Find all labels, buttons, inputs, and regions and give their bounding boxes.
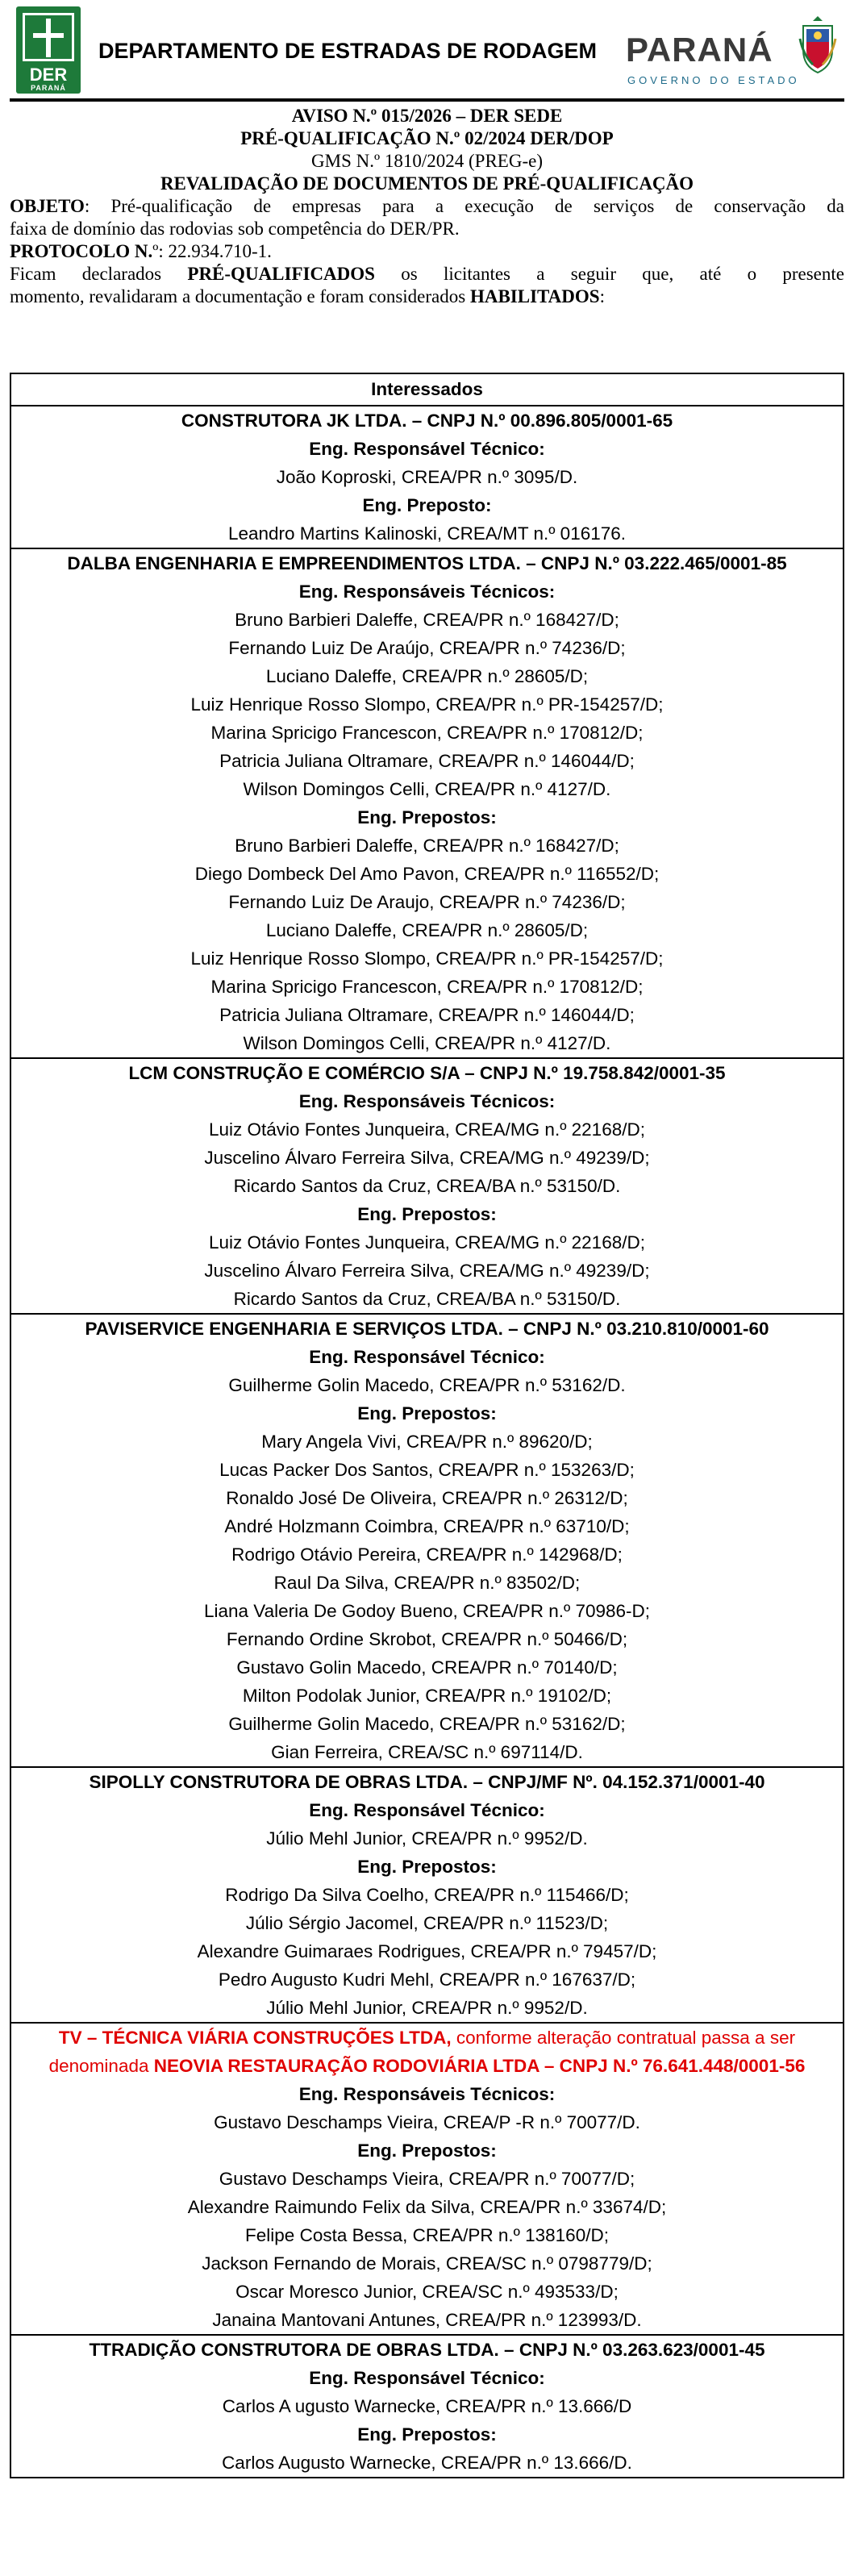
- preposto-item: Júlio Sérgio Jacomel, CREA/PR n.º 11523/D;: [245, 1913, 609, 1933]
- pre-qualificacao-title: PRÉ-QUALIFICAÇÃO N.º 02/2024 DER/DOP: [240, 128, 614, 148]
- preposto-item: Ronaldo José De Oliveira, CREA/PR n.º 26312/D;: [226, 1488, 628, 1508]
- company-section-tv-neovia: [11, 2024, 843, 2336]
- preposto-item: Fernando Luiz De Araujo, CREA/PR n.º 74236/D;: [228, 892, 626, 912]
- ficam-text-1b: os licitantes a seguir que, até o presente: [374, 264, 844, 284]
- preposto-item: Patricia Juliana Oltramare, CREA/PR n.º 146044/D;: [219, 1005, 635, 1025]
- preposto-item: Rodrigo Da Silva Coelho, CREA/PR n.º 115466/D;: [225, 1885, 629, 1905]
- gms-line: GMS N.º 1810/2024 (PREG-e): [311, 151, 543, 171]
- preposto-item: Oscar Moresco Junior, CREA/SC n.º 493533/D;: [235, 2282, 619, 2302]
- preposto-heading: Eng. Prepostos:: [357, 1204, 497, 1224]
- company-name: LCM CONSTRUÇÃO E COMÉRCIO S/A – CNPJ N.º 19.758.842/0001-35: [128, 1063, 726, 1083]
- preposto-item: Luiz Otávio Fontes Junqueira, CREA/MG n.º 22168/D;: [209, 1232, 645, 1253]
- table-header: Interessados: [11, 374, 843, 406]
- tecnico-item: Patricia Juliana Oltramare, CREA/PR n.º 146044/D;: [219, 751, 635, 771]
- preposto-item: Luciano Daleffe, CREA/PR n.º 28605/D;: [265, 920, 589, 940]
- preposto-item: Gian Ferreira, CREA/SC n.º 697114/D.: [271, 1742, 583, 1762]
- company-name: DALBA ENGENHARIA E EMPREENDIMENTOS LTDA. – CNPJ N.º 03.222.465/0001-85: [67, 553, 787, 573]
- preposto-item: Lucas Packer Dos Santos, CREA/PR n.º 153263/D;: [219, 1460, 635, 1480]
- tecnico-item: Juscelino Álvaro Ferreira Silva, CREA/MG n.º 49239/D;: [204, 1148, 650, 1168]
- tecnico-heading: Eng. Responsável Técnico:: [309, 2368, 545, 2388]
- page-header: [0, 0, 854, 98]
- tecnico-item: Ricardo Santos da Cruz, CREA/BA n.º 53150/D.: [233, 1176, 621, 1196]
- company-name-bold-1: TV – TÉCNICA VIÁRIA CONSTRUÇÕES LTDA,: [58, 2028, 452, 2048]
- preposto-item: Júlio Mehl Junior, CREA/PR n.º 9952/D.: [266, 1998, 588, 2018]
- preposto-item: Alexandre Raimundo Felix da Silva, CREA/PR n.º 33674/D;: [187, 2197, 667, 2217]
- tecnico-heading: Eng. Responsável Técnico:: [309, 439, 545, 459]
- der-logo-bar-vertical: [46, 19, 51, 57]
- company-name: TTRADIÇÃO CONSTRUTORA DE OBRAS LTDA. – CNPJ N.º 03.263.623/0001-45: [89, 2340, 765, 2360]
- preposto-item: Jackson Fernando de Morais, CREA/SC n.º 0798779/D;: [202, 2253, 652, 2274]
- preposto-item: Rodrigo Otávio Pereira, CREA/PR n.º 142968/D;: [231, 1544, 623, 1565]
- interessados-table: [10, 373, 844, 2478]
- tecnico-item: Luiz Henrique Rosso Slompo, CREA/PR n.º PR-154257/D;: [190, 694, 664, 715]
- preposto-item: Guilherme Golin Macedo, CREA/PR n.º 53162/D;: [228, 1714, 626, 1734]
- notice-intro: [10, 105, 844, 308]
- company-name: PAVISERVICE ENGENHARIA E SERVIÇOS LTDA. – CNPJ N.º 03.210.810/0001-60: [85, 1319, 769, 1339]
- tecnico-item: Luciano Daleffe, CREA/PR n.º 28605/D;: [265, 666, 589, 686]
- company-section-jk: [11, 406, 843, 549]
- preposto-heading: Eng. Prepostos:: [357, 1857, 497, 1877]
- preposto-item: Fernando Ordine Skrobot, CREA/PR n.º 50466/D;: [226, 1629, 628, 1649]
- preposto-heading: Eng. Prepostos:: [357, 2140, 497, 2161]
- company-name-note: conforme alteração contratual passa a ser denominada: [48, 2028, 796, 2076]
- der-logo-subtext: PARANÁ: [31, 84, 66, 92]
- protocolo-line: [10, 240, 844, 263]
- tecnico-item: Marina Spricigo Francescon, CREA/PR n.º 170812/D;: [210, 723, 644, 743]
- company-name-bold-2: NEOVIA RESTAURAÇÃO RODOVIÁRIA LTDA – CNPJ N.º 76.641.448/0001-56: [153, 2056, 806, 2076]
- preposto-item: Mary Angela Vivi, CREA/PR n.º 89620/D;: [261, 1432, 593, 1452]
- company-name: SIPOLLY CONSTRUTORA DE OBRAS LTDA. – CNPJ/MF Nº. 04.152.371/0001-40: [89, 1772, 765, 1792]
- der-logo-text: DER: [29, 65, 68, 85]
- company-section-lcm: [11, 1059, 843, 1315]
- der-logo-bar-horizontal: [33, 33, 64, 38]
- preposto-item: Carlos Augusto Warnecke, CREA/PR n.º 13.666/D.: [222, 2453, 632, 2473]
- aviso-title: AVISO N.º 015/2026 – DER SEDE: [291, 106, 563, 126]
- tecnico-heading: Eng. Responsável Técnico:: [309, 1347, 545, 1367]
- parana-wordmark: PARANÁ: [626, 31, 773, 69]
- header-divider: [10, 98, 844, 102]
- preposto-heading: Eng. Prepostos:: [357, 807, 497, 827]
- tecnico-item: Bruno Barbieri Daleffe, CREA/PR n.º 168427/D;: [235, 610, 619, 630]
- objeto-text-1: : Pré-qualificação de empresas para a execução de serviços de conservação da: [84, 196, 844, 216]
- tecnico-item: Wilson Domingos Celli, CREA/PR n.º 4127/D.: [243, 779, 611, 799]
- preposto-heading: Eng. Prepostos:: [357, 2424, 497, 2445]
- preposto-item: Juscelino Álvaro Ferreira Silva, CREA/MG n.º 49239/D;: [204, 1261, 650, 1281]
- preposto-item: Bruno Barbieri Daleffe, CREA/PR n.º 168427/D;: [235, 836, 619, 856]
- tecnico-item: Carlos A ugusto Warnecke, CREA/PR n.º 13.666/D: [222, 2396, 632, 2416]
- tecnico-item: Júlio Mehl Junior, CREA/PR n.º 9952/D.: [266, 1828, 588, 1849]
- tecnico-heading: Eng. Responsáveis Técnicos:: [298, 1091, 556, 1111]
- preposto-item: André Holzmann Coimbra, CREA/PR n.º 63710/D;: [224, 1516, 630, 1536]
- preposto-item: Pedro Augusto Kudri Mehl, CREA/PR n.º 167637/D;: [218, 1970, 636, 1990]
- der-logo-frame: [23, 13, 74, 61]
- preposto-item: Gustavo Deschamps Vieira, CREA/PR n.º 70077/D;: [219, 2169, 635, 2189]
- ficam-bold-2: HABILITADOS: [469, 286, 600, 306]
- der-logo: [16, 6, 81, 94]
- company-name: [19, 2024, 835, 2080]
- preposto-item: Alexandre Guimaraes Rodrigues, CREA/PR n.º 79457/D;: [197, 1941, 657, 1961]
- preposto-item: Raul Da Silva, CREA/PR n.º 83502/D;: [273, 1573, 581, 1593]
- revalidacao-title: REVALIDAÇÃO DE DOCUMENTOS DE PRÉ-QUALIFICAÇÃO: [160, 173, 694, 194]
- preposto-item: Ricardo Santos da Cruz, CREA/BA n.º 53150/D.: [233, 1289, 621, 1309]
- objeto-line-1: [10, 195, 844, 218]
- tecnico-heading: Eng. Responsáveis Técnicos:: [298, 2084, 556, 2104]
- ficam-text-2a: momento, revalidaram a documentação e foram considerados: [10, 286, 470, 306]
- ficam-bold-1: PRÉ-QUALIFICADOS: [187, 264, 375, 284]
- protocolo-label: PROTOCOLO N.: [10, 241, 153, 261]
- preposto-item: Wilson Domingos Celli, CREA/PR n.º 4127/D.: [243, 1033, 611, 1053]
- preposto-item: Diego Dombeck Del Amo Pavon, CREA/PR n.º 116552/D;: [194, 864, 660, 884]
- company-section-paviservice: [11, 1315, 843, 1768]
- preposto-item: Liana Valeria De Godoy Bueno, CREA/PR n.º 70986-D;: [203, 1601, 651, 1621]
- tecnico-heading: Eng. Responsável Técnico:: [309, 1800, 545, 1820]
- parana-logo: [626, 24, 807, 89]
- preposto-item: Milton Podolak Junior, CREA/PR n.º 19102/D;: [242, 1686, 612, 1706]
- tecnico-item: Luiz Otávio Fontes Junqueira, CREA/MG n.º 22168/D;: [209, 1119, 645, 1140]
- company-section-ttradicao: [11, 2336, 843, 2477]
- objeto-label: OBJETO: [10, 196, 85, 216]
- tecnico-item: Gustavo Deschamps Vieira, CREA/P -R n.º 70077/D.: [214, 2112, 640, 2132]
- company-name: CONSTRUTORA JK LTDA. – CNPJ N.º 00.896.805/0001-65: [181, 411, 673, 431]
- ficam-text-1a: Ficam declarados: [10, 264, 188, 284]
- ficam-line-1: [10, 263, 844, 286]
- company-section-sipolly: [11, 1768, 843, 2024]
- preposto-item: Felipe Costa Bessa, CREA/PR n.º 138160/D;: [245, 2225, 609, 2245]
- preposto-item: Gustavo Golin Macedo, CREA/PR n.º 70140/D;: [236, 1657, 618, 1678]
- tecnico-item: Guilherme Golin Macedo, CREA/PR n.º 53162/D.: [228, 1375, 626, 1395]
- tecnico-item: Fernando Luiz De Araújo, CREA/PR n.º 74236/D;: [228, 638, 626, 658]
- tecnico-item: João Koproski, CREA/PR n.º 3095/D.: [276, 467, 578, 487]
- preposto-heading: Eng. Preposto:: [362, 495, 492, 515]
- tecnico-heading: Eng. Responsáveis Técnicos:: [298, 581, 556, 602]
- governo-do-estado-text: GOVERNO DO ESTADO: [627, 74, 800, 86]
- ficam-text-2b: :: [599, 286, 605, 306]
- preposto-item: Marina Spricigo Francescon, CREA/PR n.º 170812/D;: [210, 977, 644, 997]
- preposto-heading: Eng. Prepostos:: [357, 1403, 497, 1423]
- preposto-item: Leandro Martins Kalinoski, CREA/MT n.º 016176.: [227, 523, 627, 544]
- company-section-dalba: [11, 549, 843, 1059]
- objeto-line-2: faixa de domínio das rodovias sob competência do DER/PR.: [10, 219, 460, 239]
- protocolo-value: º: 22.934.710-1.: [152, 241, 272, 261]
- state-crest-icon: [798, 15, 837, 74]
- preposto-item: Janaina Mantovani Antunes, CREA/PR n.º 123993/D.: [212, 2310, 642, 2330]
- preposto-item: Luiz Henrique Rosso Slompo, CREA/PR n.º PR-154257/D;: [190, 948, 664, 969]
- ficam-line-2: [10, 286, 844, 308]
- department-title: DEPARTAMENTO DE ESTRADAS DE RODAGEM: [98, 39, 598, 63]
